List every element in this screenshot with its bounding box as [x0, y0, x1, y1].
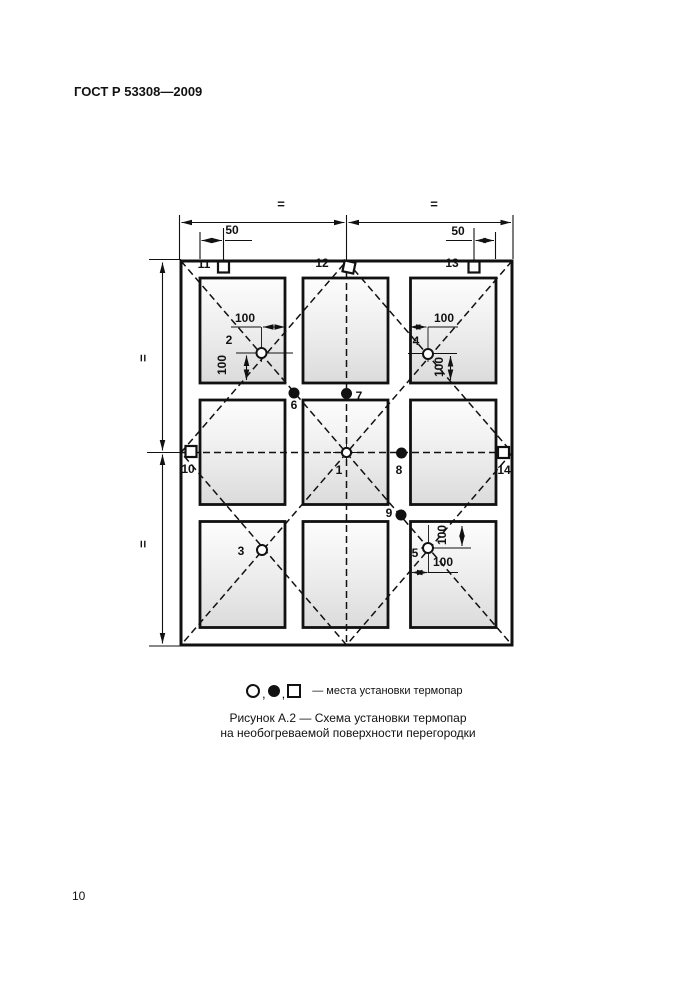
point-label-1: 1	[335, 463, 343, 477]
page-number: 10	[72, 889, 86, 903]
point-label-9: 9	[385, 506, 393, 520]
filled-circle-icon	[268, 685, 280, 697]
marker-point-10-open-square	[186, 446, 197, 457]
panel-top-center	[303, 278, 388, 383]
dim-label-100-p4-v: 100	[432, 356, 446, 378]
point-label-3: 3	[237, 544, 245, 558]
point-label-8: 8	[395, 463, 403, 477]
panel-top-right	[411, 278, 497, 383]
figure-legend	[246, 684, 463, 701]
legend-comma: ,	[262, 685, 266, 701]
point-label-2: 2	[225, 333, 233, 347]
figure-caption-line-1: Рисунок А.2 — Схема установки термопар	[229, 711, 467, 725]
point-label-13: 13	[445, 256, 459, 270]
marker-point-1-open-circle	[342, 448, 351, 457]
open-circle-icon	[246, 684, 260, 698]
marker-point-9-filled-circle	[396, 510, 407, 521]
equal-mark-top-right: =	[430, 196, 438, 212]
dim-label-100-p5-v: 100	[435, 524, 449, 546]
point-label-14: 14	[497, 463, 511, 477]
figure-caption-line-2: на необогреваемой поверхности перегородки	[220, 725, 476, 740]
dim-label-100-p2-h: 100	[234, 311, 256, 325]
marker-point-13-open-square	[469, 262, 480, 273]
marker-point-14-open-square	[498, 447, 509, 458]
point-label-11: 11	[197, 257, 211, 271]
dim-label-50-left: 50	[225, 223, 239, 237]
point-label-5: 5	[411, 546, 419, 560]
point-label-7: 7	[355, 389, 363, 403]
dim-label-100-p2-v: 100	[215, 354, 229, 376]
dim-label-50-right: 50	[451, 224, 465, 238]
legend-text: — места установки термопар	[312, 685, 463, 697]
figure-caption	[98, 711, 598, 740]
legend-comma: ,	[281, 685, 286, 701]
equal-mark-left-lower: =	[135, 540, 151, 548]
marker-point-2-open-circle	[257, 348, 267, 358]
panel-top-left	[200, 278, 285, 383]
marker-point-6-filled-circle	[289, 388, 300, 399]
point-label-10: 10	[181, 462, 195, 476]
equal-mark-left-upper: =	[135, 354, 151, 362]
marker-point-12-open-square	[342, 260, 355, 273]
point-label-12: 12	[315, 256, 329, 270]
marker-point-5-open-circle	[423, 543, 433, 553]
open-square-icon	[287, 684, 301, 698]
dim-label-100-p4-h: 100	[433, 311, 455, 325]
point-label-4: 4	[412, 334, 420, 348]
marker-point-11-open-square	[218, 262, 229, 273]
document-header: ГОСТ Р 53308—2009	[74, 84, 203, 99]
marker-point-3-open-circle	[257, 545, 267, 555]
equal-mark-top-left: =	[277, 196, 285, 212]
dim-label-100-p5-h: 100	[432, 555, 454, 569]
point-label-6: 6	[290, 398, 298, 412]
marker-point-7-filled-circle	[341, 388, 352, 399]
marker-point-8-filled-circle	[396, 448, 407, 459]
